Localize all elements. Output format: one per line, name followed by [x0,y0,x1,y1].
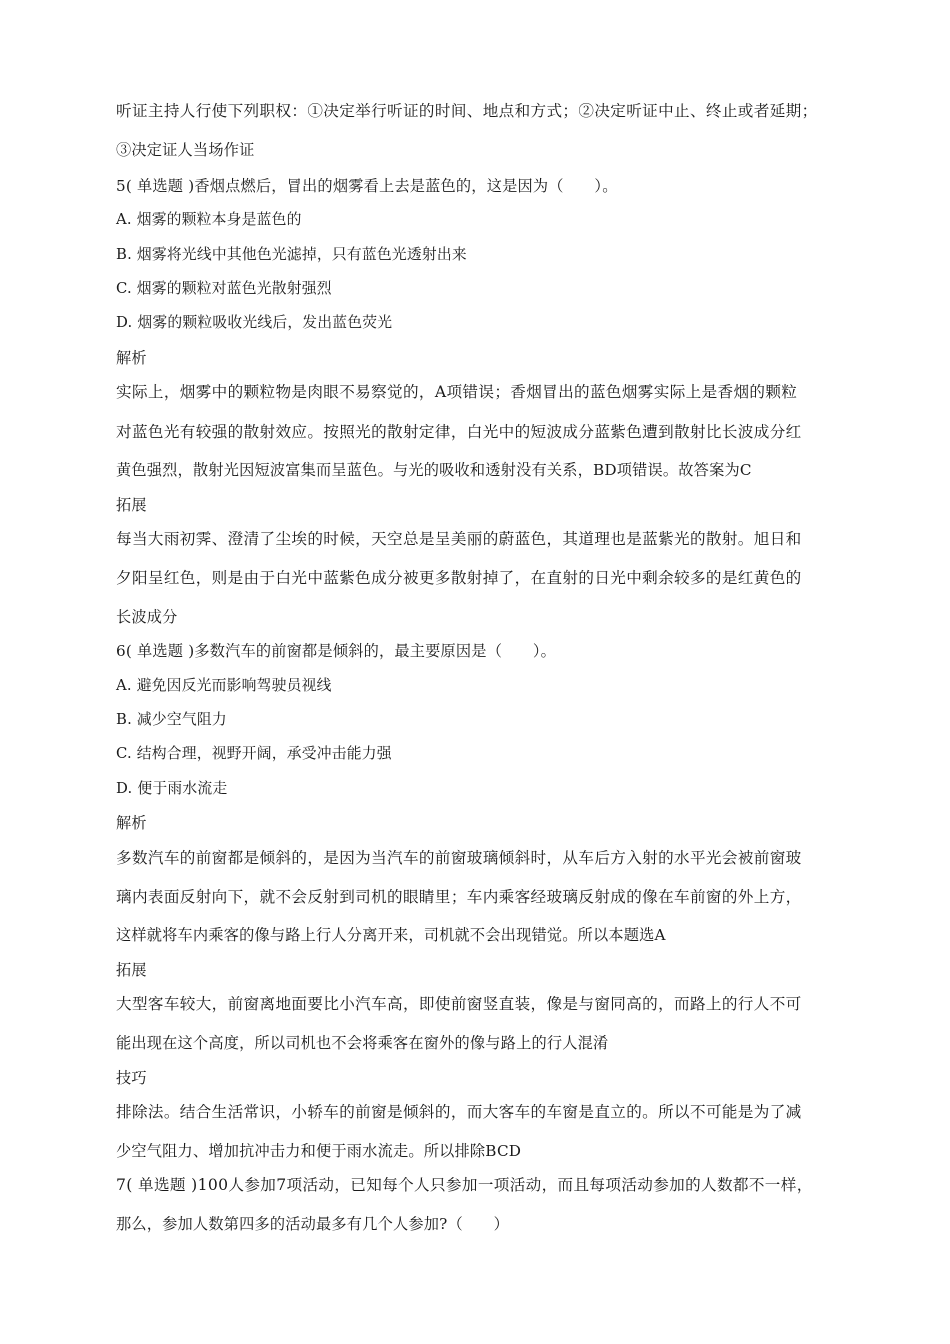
q5-analysis-line-1: 实际上，烟雾中的颗粒物是肉眼不易察觉的，A项错误；香烟冒出的蓝色烟雾实际上是香烟的颗粒 [116,383,798,401]
q6-analysis-line-2: 璃内表面反射向下，就不会反射到司机的眼睛里；车内乘客经玻璃反射成的像在车前窗的外上方， [116,888,802,906]
prev-answer-line-2: ③决定证人当场作证 [116,141,255,159]
q6-extension-heading: 拓展 [116,961,147,979]
q6-extension-line-1: 大型客车较大，前窗离地面要比小汽车高，即使前窗竖直装，像是与窗同高的，而路上的行人不可 [116,995,802,1013]
q6-skill-line-1: 排除法。结合生活常识，小轿车的前窗是倾斜的，而大客车的车窗是直立的。所以不可能是为了减 [116,1103,802,1121]
q6-skill-line-2: 少空气阻力、增加抗冲击力和便于雨水流走。所以排除BCD [116,1142,522,1160]
q5-extension-line-1: 每当大雨初霁、澄清了尘埃的时候，天空总是呈美丽的蔚蓝色，其道理也是蓝紫光的散射。旭日和 [116,530,802,548]
q5-option-a: A. 烟雾的颗粒本身是蓝色的 [116,211,302,228]
q5-analysis-line-2: 对蓝色光有较强的散射效应。按照光的散射定律，白光中的短波成分蓝紫色遭到散射比长波成分红 [116,423,802,441]
q6-skill-heading: 技巧 [116,1069,147,1087]
q5-option-b: B. 烟雾将光线中其他色光滤掉，只有蓝色光透射出来 [116,246,467,263]
q7-stem-line-2: 那么，参加人数第四多的活动最多有几个人参加?（ ） [116,1215,510,1233]
prev-answer-line-1: 听证主持人行使下列职权：①决定举行听证的时间、地点和方式；②决定听证中止、终止或者延期； [116,102,818,120]
q5-option-c: C. 烟雾的颗粒对蓝色光散射强烈 [116,280,332,297]
q6-analysis-line-1: 多数汽车的前窗都是倾斜的，是因为当汽车的前窗玻璃倾斜时，从车后方入射的水平光会被前窗玻 [116,849,802,867]
q5-extension-line-2: 夕阳呈红色，则是由于白光中蓝紫色成分被更多散射掉了，在直射的日光中剩余较多的是红黄色的 [116,569,802,587]
q5-analysis-line-3: 黄色强烈，散射光因短波富集而呈蓝色。与光的吸收和透射没有关系，BD项错误。故答案为C [116,461,752,479]
q5-extension-heading: 拓展 [116,496,147,514]
q6-analysis-heading: 解析 [116,814,147,832]
q6-extension-line-2: 能出现在这个高度，所以司机也不会将乘客在窗外的像与路上的行人混淆 [116,1034,609,1052]
q7-stem-line-1: 7( 单选题 )100人参加7项活动，已知每个人只参加一项活动，而且每项活动参加的人数都不一样， [116,1176,813,1194]
q6-stem: 6( 单选题 )多数汽车的前窗都是倾斜的，最主要原因是（ ）。 [116,642,557,660]
q6-option-d: D. 便于雨水流走 [116,780,228,797]
q5-stem: 5( 单选题 )香烟点燃后，冒出的烟雾看上去是蓝色的，这是因为（ ）。 [116,177,618,195]
q6-option-a: A. 避免因反光而影响驾驶员视线 [116,677,332,694]
q6-option-c: C. 结构合理，视野开阔，承受冲击能力强 [116,745,392,762]
q5-analysis-heading: 解析 [116,349,147,367]
q6-option-b: B. 减少空气阻力 [116,711,227,728]
q5-option-d: D. 烟雾的颗粒吸收光线后，发出蓝色荧光 [116,314,393,331]
q5-extension-line-3: 长波成分 [116,608,178,626]
q6-analysis-line-3: 这样就将车内乘客的像与路上行人分离开来，司机就不会出现错觉。所以本题选A [116,926,666,944]
